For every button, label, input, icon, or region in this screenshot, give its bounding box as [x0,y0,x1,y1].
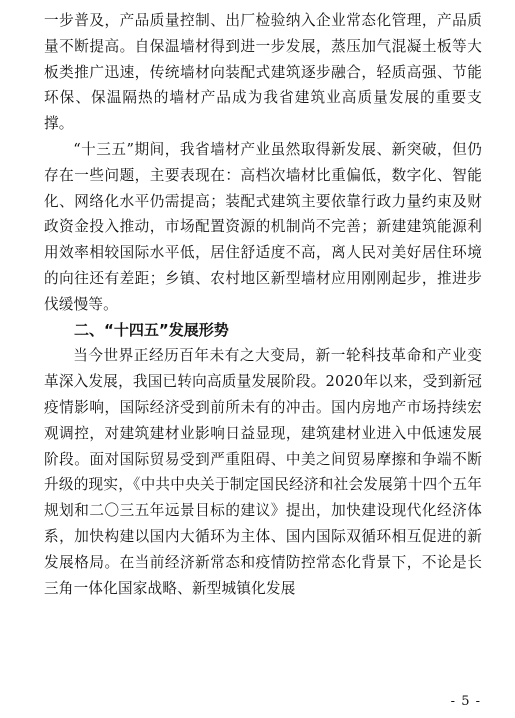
section-heading: 二、“十四五”发展形势 [74,320,229,339]
paragraph-continued: 一步普及，产品质量控制、出厂检验纳入企业常态化管理，产品质量不断提高。自保温墙材得到进一步发展，蒸压加气混凝土板等大板类推广迅速，传统墙材向装配式建筑逐步融合，轻质高强、节能环保、保温隔热的墙材产品成为我省建筑业高质量发展的重要支撑。 [44,12,482,133]
document-body [44,8,482,601]
page-number: - 5 - [450,694,481,709]
paragraph-development-situation: 当今世界正经历百年未有之大变局，新一轮科技革命和产业变革深入发展，我国已转向高质量发展阶段。2020年以来，受到新冠疫情影响，国际经济受到前所未有的冲击。国内房地产市场持续宏观调控，对建筑建材业影响日益显现，建筑建材业进入中低速发展阶段。面对国际贸易受到严重阻碍、中美之间贸易摩擦和争端不断升级的现实，《中共中央关于制定国民经济和社会发展第十四个五年规划和二〇三五年远景目标的建议》提出，加快建设现代化经济体系，加快构建以国内大循环为主体、国内国际双循环相互促进的新发展格局。在当前经济新常态和疫情防控常态化背景下，不论是长三角一体化国家战略、新型城镇化发展 [44,347,482,597]
paragraph-thirteenth-five-year-issues: “十三五”期间，我省墙材产业虽然取得新发展、新突破，但仍存在一些问题，主要表现在：高档次墙材比重偏低，数字化、智能化、网络化水平仍需提高；装配式建筑主要依靠行政力量约束及财政资金投入推动，市场配置资源的机制尚不完善；新建建筑能源利用效率相较国际水平低，居住舒适度不高，离人民对美好居住环境的向往还有差距；乡镇、农村地区新型墙材应用刚刚起步，推进步伐缓慢等。 [44,140,482,313]
